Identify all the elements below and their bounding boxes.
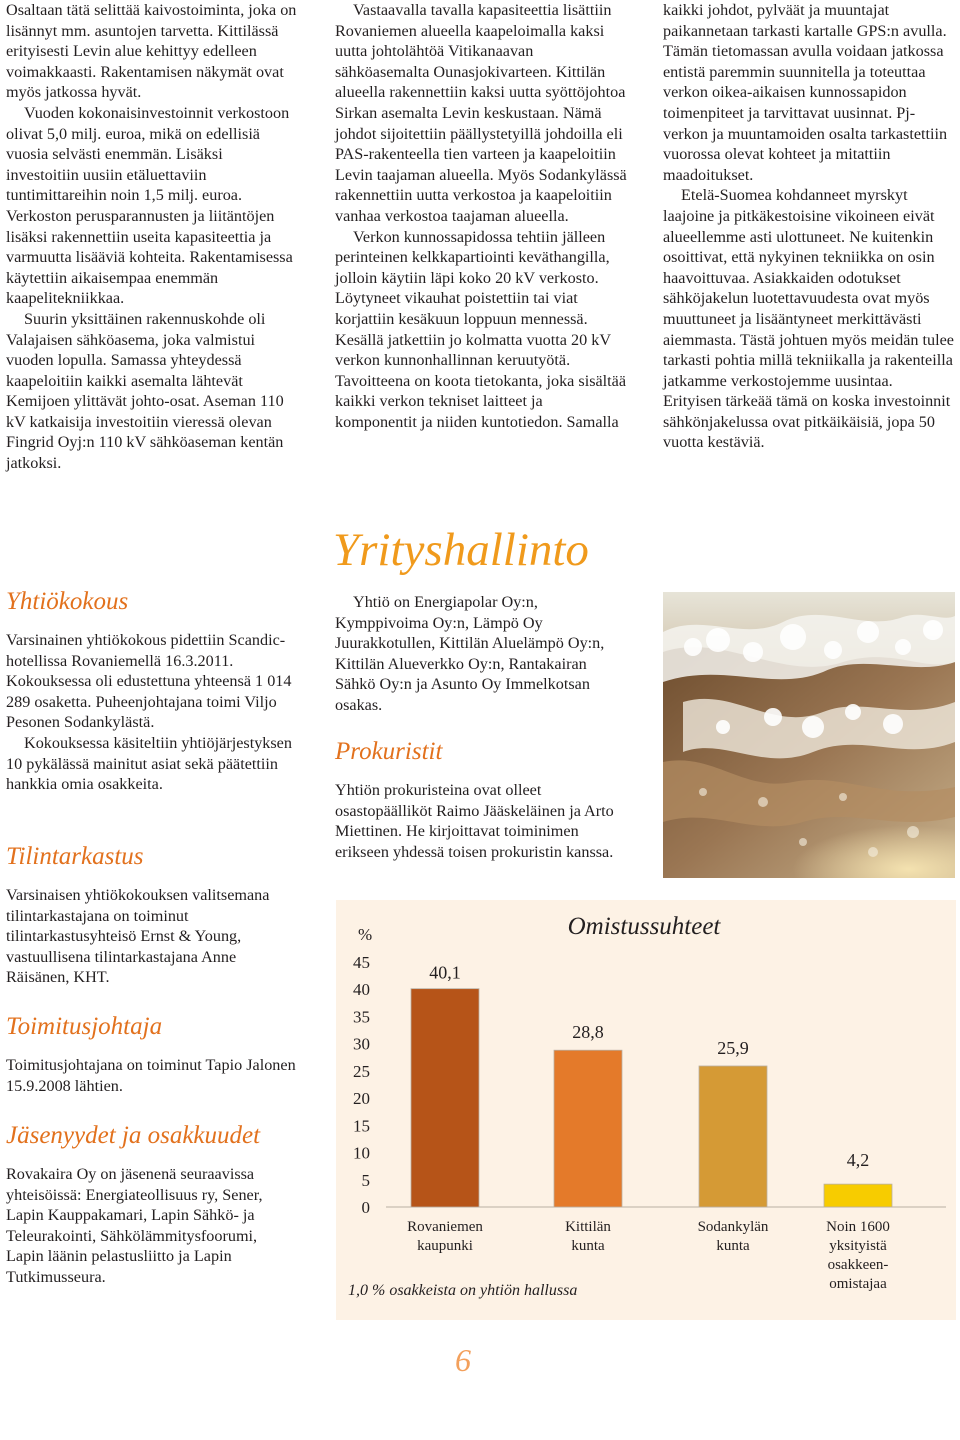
y-tick-label: 5 (361, 1170, 370, 1190)
bar (699, 1066, 767, 1207)
column-left (6, 0, 298, 474)
section-yhtiokokous (6, 588, 298, 795)
yrityshallinto-heading: Yrityshallinto (333, 524, 589, 576)
y-tick-label: 0 (361, 1198, 370, 1217)
category-label: kaupunki (417, 1238, 473, 1254)
column-middle (335, 0, 627, 432)
bar-value-label: 25,9 (717, 1037, 749, 1058)
section-toimitusjohtaja (6, 1013, 298, 1096)
chart-svg (336, 900, 956, 1320)
wave-photo (663, 592, 955, 878)
chart-title: Omistussuhteet (567, 913, 721, 940)
bar-value-label: 28,8 (572, 1022, 604, 1043)
y-tick-label: 15 (353, 1116, 370, 1136)
paragraph: Yhtiön prokuristeina ovat olleet osastopäälliköt Raimo Jääskeläinen ja Arto Miettinen. He kirjoittavat toiminimen erikseen yhdessä toisen prokuristin kanssa. (335, 781, 614, 861)
y-tick-label: 45 (353, 953, 370, 972)
category-label: kunta (716, 1238, 750, 1254)
y-tick-label: 25 (353, 1061, 370, 1081)
wave-photo-graphic (663, 592, 955, 878)
y-tick-label: 10 (353, 1143, 370, 1163)
paragraph: Verkon kunnossapidossa tehtiin jälleen perinteinen kelkkapartiointi keväthangilla, jolloin käytiin läpi koko 20 kV verkosto. Löytyneet vikauhat poistettiin tai viat korjattiin kesäkuun loppuun mennessä. Kesällä jatkettiin jo kolmatta vuotta 20 kV verkon kunnonhallinnan keruutyötä. Tavoitteena on koota tietokanta, joka sisältää kaikki verkon tekniset laitteet ja komponentit ja niiden kuntotiedon. Samalla (335, 227, 627, 431)
paragraph: Osaltaan tätä selittää kaivostoiminta, joka on lisännyt mm. asuntojen tarvetta. Kittilässä erityisesti Levin alue kehittyy edelleen voimakkaasti. Rakentamisen näkymät ovat myös jatkossa hyvät. (6, 1, 297, 102)
section-heading: Jäsenyydet ja osakkuudet (6, 1122, 261, 1149)
paragraph: Varsinaisen yhtiökokouksen valitsemana tilintarkastajana on toiminut tilintarkastusyhteisö Ernst & Young, vastuullisena tilintarkastajana Anne Räisänen, KHT. (6, 886, 270, 987)
category-label: omistajaa (829, 1276, 887, 1292)
bar (411, 989, 479, 1207)
y-tick-label: 35 (353, 1007, 370, 1027)
y-tick-label: 40 (353, 980, 370, 1000)
category-label: osakkeen- (827, 1257, 889, 1273)
category-label: yksityistä (829, 1238, 887, 1254)
section-heading: Prokuristit (335, 738, 443, 765)
y-tick-label: 30 (353, 1034, 370, 1054)
category-label: Sodankylän (697, 1219, 769, 1235)
bar-value-label: 40,1 (429, 962, 461, 983)
section-heading: Toimitusjohtaja (6, 1013, 163, 1040)
paragraph: Vuoden kokonaisinvestoinnit verkostoon olivat 5,0 milj. euroa, mikä on edellisiä vuosia selvästi enemmän. Lisäksi investoitiin uusiin etäluettaviin tuntimittareihin noin 1,5 milj. euroa. Verkoston perusparannusten ja liitäntöjen lisäksi rakennettiin useita kapasiteettia ja varmuutta lisääviä kohteita. Rakentamisessa käytettiin aikaisempaa enemmän kaapelitekniikkaa. (6, 103, 293, 308)
section-yrityshallinto (335, 592, 627, 716)
paragraph: Toimitusjohtajana on toiminut Tapio Jalonen 15.9.2008 lähtien. (6, 1056, 296, 1095)
section-tilintarkastus (6, 843, 298, 988)
page-number: 6 (455, 1342, 471, 1378)
paragraph: Suurin yksittäinen rakennuskohde oli Valajaisen sähköasema, joka valmistui vuoden lopulla. Samassa yhteydessä kaapeloitiin kaikki asemalta lähtevät Kemijoen ylittävät johto-osat. Aseman 110 kV katkaisija investoitiin vieressä olevan Fingrid Oyj:n 110 kV sähköaseman kentän jatkoksi. (6, 309, 284, 473)
paragraph: Yhtiö on Energiapolar Oy:n, Kymppivoima Oy:n, Lämpö Oy Juurakkotullen, Kittilän Aluelämpö Oy:n, Kittilän Alueverkko Oy:n, Rantakairan Sähkö Oy:n ja Asunto Oy Immelkotsan osakas. (335, 593, 605, 714)
column-right (663, 0, 955, 453)
section-prokuristit (335, 738, 627, 862)
paragraph: kaikki johdot, pylväät ja muuntajat paikannetaan tarkasti kartalle GPS:n avulla. Tämän tietomassan avulla voidaan jatkossa entistä paremmin suunnitella ja toteuttaa verkon oikea-aikaisen kunnossapidon toimenpiteet ja tarvittavat uusinnat. Pj-verkon ja muuntamoiden osalta tarkastettiin vuorossa olevat kohteet ja mitattiin maadoitukset. (663, 1, 948, 184)
category-label: kunta (571, 1238, 605, 1254)
bar (824, 1184, 892, 1207)
category-label: Noin 1600 (826, 1219, 890, 1235)
section-jasenyydet (6, 1122, 298, 1288)
ownership-chart (336, 900, 956, 1320)
bar (554, 1050, 622, 1207)
category-label: Kittilän (565, 1219, 611, 1235)
chart-footnote: 1,0 % osakkeista on yhtiön hallussa (348, 1282, 578, 1299)
category-label: Rovaniemen (407, 1219, 483, 1235)
section-heading: Yhtiökokous (6, 588, 129, 615)
paragraph: Kokouksessa käsiteltiin yhtiöjärjestyksen 10 pykälässä mainitut asiat sekä päätettiin hankkia omia osakkeita. (6, 733, 292, 794)
paragraph: Rovakaira Oy on jäsenenä seuraavissa yhteisöissä: Energiateollisuus ry, Sener, Lapin Kauppakamari, Lapin Sähkö- ja Teleurakointi, Sähkölämmitysfoorumi, Lapin läänin pelastusliitto ja Lapin Tutkimusseura. (6, 1165, 263, 1286)
paragraph: Vastaavalla tavalla kapasiteettia lisättiin Rovaniemen alueella kaapeloimalla kaksi uutta johtolähtöä Vitikanaavan sähköasemalta Ounasjokivarteen. Kittilän alueella rakennettiin kaksi uutta syöttöjohtoa Sirkan asemalta Levin keskustaan. Nämä johdot sijoitettiin päällystetyillä johdoilla eli PAS-rakenteella tien varteen ja kaapeloitiin Levin taajaman alueella. Myös Sodankylässä rakennettiin uutta verkostoa ja kaapeloitiin vanhaa verkostoa taajaman alueella. (335, 1, 627, 225)
paragraph: Varsinainen yhtiökokous pidettiin Scandic-hotellissa Rovaniemellä 16.3.2011. Kokouksessa oli edustettuna yhteensä 1 014 289 osaketta. Puheenjohtajana toimi Viljo Pesonen Sodankylästä. (6, 631, 292, 732)
y-axis-label: % (358, 925, 373, 944)
bar-value-label: 4,2 (846, 1150, 870, 1171)
y-tick-label: 20 (353, 1089, 370, 1109)
section-heading: Tilintarkastus (6, 843, 144, 870)
paragraph: Etelä-Suomea kohdanneet myrskyt laajoine ja pitkäkestoisine vikoineen eivät alueellemme asti ulottuneet. Ne kuitenkin osoittivat, että nykyinen tekniikka on osin haavoittuvaa. Asiakkaiden odotukset sähköjakelun luotettavuudesta ovat myös muuttuneet ja lisääntyneet merkittävästi aiemmasta. Tästä johtuen myös meidän tulee tarkasti pohtia millä tekniikalla ja rakenteilla jatkamme verkostojemme uusintaa. Erityisen tärkeää tämä on koska investoinnit sähkönjakelussa ovat pitkäikäisiä, jopa 50 vuotta kestäviä. (663, 186, 954, 452)
